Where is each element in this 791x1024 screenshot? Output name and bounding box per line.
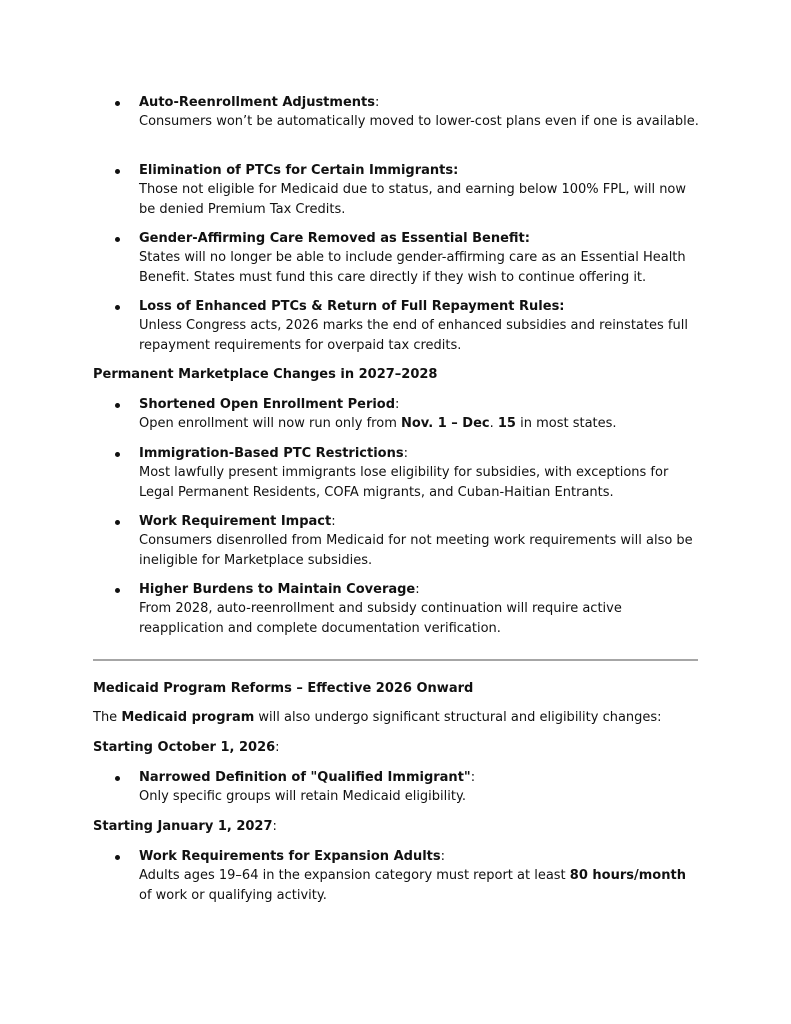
item-description: From 2028, auto-reenrollment and subsidy continuation will require active reapplication and complete documentation verification. — [139, 601, 622, 636]
subsection-heading: Starting October 1, 2026: — [93, 740, 280, 755]
item-title: Immigration-Based PTC Restrictions: — [139, 446, 408, 461]
item-title: Gender-Affirming Care Removed as Essential Benefit: — [139, 231, 530, 246]
bullet-icon — [115, 305, 120, 310]
subsection-heading: Starting January 1, 2027: — [93, 819, 277, 834]
bullet-icon — [115, 403, 120, 408]
item-description: Consumers disenrolled from Medicaid for not meeting work requirements will also be ineligible for Marketplace subsidies. — [139, 533, 693, 568]
bullet-icon — [115, 520, 120, 525]
item-description: Consumers won’t be automatically moved to lower-cost plans even if one is available. — [139, 114, 699, 129]
item-description: Only specific groups will retain Medicaid eligibility. — [139, 789, 466, 804]
item-description: Open enrollment will now run only from Nov. 1 – Dec. 15 in most states. — [139, 416, 617, 431]
item-title: Elimination of PTCs for Certain Immigrants: — [139, 163, 459, 178]
item-description: Most lawfully present immigrants lose eligibility for subsidies, with exceptions for Legal Permanent Residents, COFA migrants, and Cuban-Haitian Entrants. — [139, 465, 669, 500]
item-description: States will no longer be able to include gender-affirming care as an Essential Health Benefit. States must fund this care directly if they wish to continue offering it. — [139, 250, 686, 285]
item-title: Higher Burdens to Maintain Coverage: — [139, 582, 420, 597]
item-title: Shortened Open Enrollment Period: — [139, 397, 400, 412]
section-heading: Permanent Marketplace Changes in 2027–2028 — [93, 367, 438, 382]
item-title: Narrowed Definition of "Qualified Immigrant": — [139, 770, 476, 785]
horizontal-divider — [93, 659, 698, 661]
item-description: Adults ages 19–64 in the expansion category must report at least 80 hours/month of work or qualifying activity. — [139, 868, 686, 903]
intro-paragraph: The Medicaid program will also undergo significant structural and eligibility changes: — [93, 710, 662, 725]
bullet-icon — [115, 776, 120, 781]
bullet-icon — [115, 588, 120, 593]
bullet-icon — [115, 101, 120, 106]
bullet-icon — [115, 169, 120, 174]
item-description: Those not eligible for Medicaid due to status, and earning below 100% FPL, will now be denied Premium Tax Credits. — [139, 182, 687, 217]
item-title: Auto-Reenrollment Adjustments: — [139, 95, 380, 110]
bullet-icon — [115, 452, 120, 457]
item-title: Loss of Enhanced PTCs & Return of Full Repayment Rules: — [139, 299, 565, 314]
item-description: Unless Congress acts, 2026 marks the end of enhanced subsidies and reinstates full repayment requirements for overpaid tax credits. — [139, 318, 688, 353]
bullet-icon — [115, 237, 120, 242]
item-title: Work Requirements for Expansion Adults: — [139, 849, 446, 864]
section-heading: Medicaid Program Reforms – Effective 2026 Onward — [93, 681, 474, 696]
item-title: Work Requirement Impact: — [139, 514, 336, 529]
bullet-icon — [115, 855, 120, 860]
